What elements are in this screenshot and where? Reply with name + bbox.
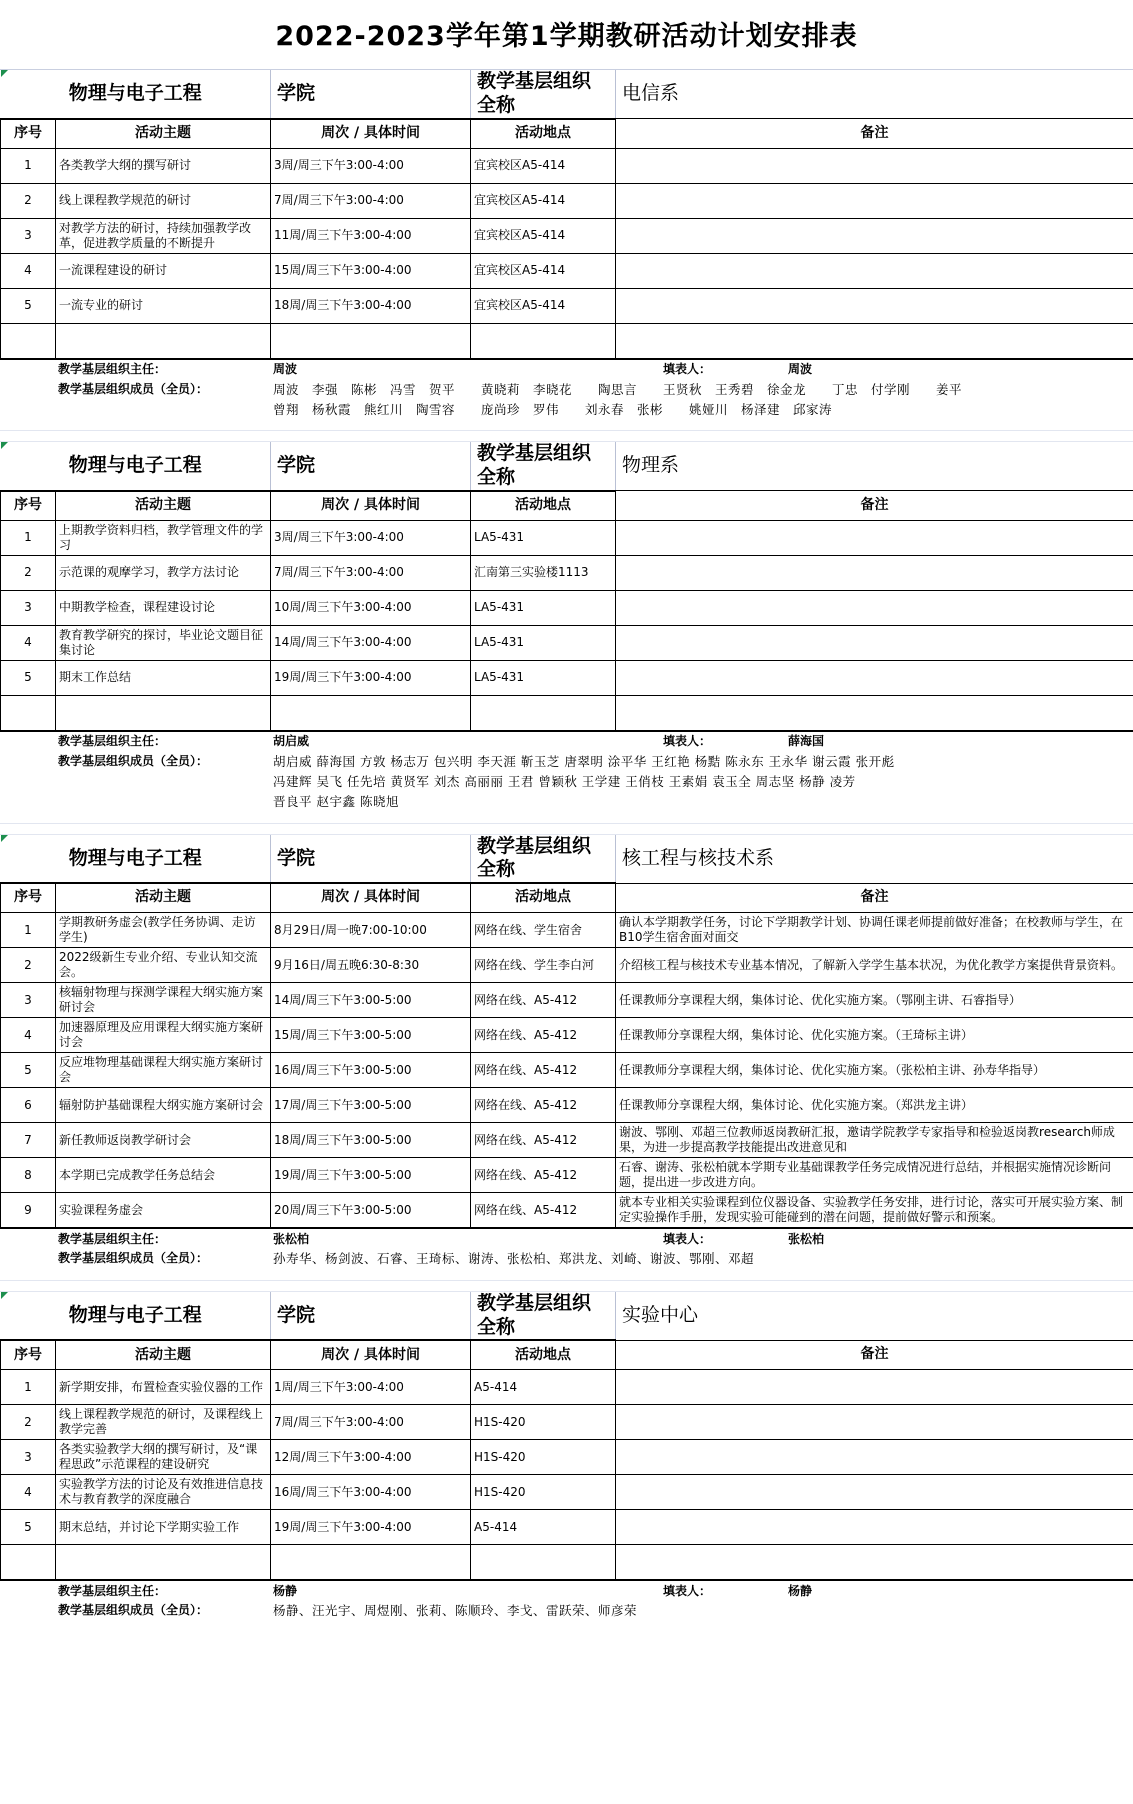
table-row[interactable] bbox=[1, 1018, 1133, 1053]
members-row bbox=[0, 1601, 1133, 1621]
row-topic-cell[interactable]: 教育教学研究的探讨，毕业论文题目征集讨论 bbox=[56, 625, 271, 660]
spacer-cell bbox=[0, 1269, 1133, 1280]
table-row[interactable] bbox=[1, 1405, 1133, 1440]
members-names-value[interactable]: 晋良平 赵宇鑫 陈晓旭 bbox=[270, 792, 1133, 812]
filler-name-value[interactable]: 薛海国 bbox=[785, 731, 1133, 752]
row-no-cell[interactable]: 5 bbox=[1, 1053, 56, 1088]
column-header-row bbox=[1, 119, 1133, 149]
director-label: 教学基层组织主任： bbox=[55, 359, 270, 380]
row-place-cell[interactable]: 汇南第三实验楼1113 bbox=[471, 555, 616, 590]
sig-spacer-mid bbox=[615, 1229, 660, 1250]
row-place-cell[interactable]: 网络在线、A5-412 bbox=[471, 1193, 616, 1228]
row-time-cell[interactable]: 7周/周三下午3:00-4:00 bbox=[271, 555, 471, 590]
row-place-cell[interactable]: 网络在线、A5-412 bbox=[471, 1053, 616, 1088]
col-header-note: 备注 bbox=[616, 1340, 1133, 1370]
section-footer-table bbox=[0, 359, 1133, 420]
members-row bbox=[0, 400, 1133, 420]
sections-container bbox=[0, 70, 1133, 1621]
members-names-value[interactable]: 胡启威 薛海国 方敦 杨志万 包兴明 李天涯 靳玉芝 唐翠明 涂平华 王红艳 杨黠 陈永东 王永华 谢云霞 张开彪 bbox=[270, 752, 1133, 772]
row-no-cell[interactable] bbox=[1, 695, 56, 730]
row-time-cell[interactable]: 8月29日/周一晚7:00-10:00 bbox=[271, 913, 471, 948]
row-topic-cell[interactable]: 一流专业的研讨 bbox=[56, 288, 271, 323]
row-topic-cell[interactable]: 期末总结，并讨论下学期实验工作 bbox=[56, 1510, 271, 1545]
row-note-cell[interactable] bbox=[616, 218, 1133, 253]
row-place-cell[interactable] bbox=[471, 1545, 616, 1580]
members-label: 教学基层组织成员（全员）： bbox=[55, 752, 270, 772]
members-spacer-left bbox=[0, 772, 55, 792]
row-topic-cell[interactable]: 一流课程建设的研讨 bbox=[56, 253, 271, 288]
table-row[interactable] bbox=[1, 555, 1133, 590]
col-header-place: 活动地点 bbox=[471, 1340, 616, 1370]
director-name-value[interactable]: 胡启威 bbox=[270, 731, 615, 752]
row-no-cell[interactable]: 4 bbox=[1, 1475, 56, 1510]
col-header-topic: 活动主题 bbox=[56, 491, 271, 521]
filler-label: 填表人： bbox=[660, 359, 785, 380]
members-row bbox=[0, 792, 1133, 812]
row-no-cell[interactable]: 2 bbox=[1, 948, 56, 983]
col-header-place: 活动地点 bbox=[471, 119, 616, 149]
members-spacer-left bbox=[0, 380, 55, 400]
members-spacer-left bbox=[0, 1249, 55, 1269]
row-note-cell[interactable] bbox=[616, 1370, 1133, 1405]
row-no-cell[interactable]: 3 bbox=[1, 1440, 56, 1475]
table-row[interactable] bbox=[1, 1123, 1133, 1158]
row-topic-cell[interactable]: 线上课程教学规范的研讨，及课程线上教学完善 bbox=[56, 1405, 271, 1440]
col-header-note: 备注 bbox=[616, 883, 1133, 913]
college-word-label: 学院 bbox=[271, 442, 471, 491]
spacer-cell bbox=[0, 431, 1133, 442]
row-time-cell[interactable]: 9月16日/周五晚6:30-8:30 bbox=[271, 948, 471, 983]
col-header-time: 周次 / 具体时间 bbox=[271, 883, 471, 913]
row-no-cell[interactable]: 5 bbox=[1, 288, 56, 323]
members-spacer-left bbox=[0, 752, 55, 772]
column-header-row bbox=[1, 883, 1133, 913]
col-header-no: 序号 bbox=[1, 491, 56, 521]
org-name-value[interactable]: 物理系 bbox=[616, 442, 1133, 491]
row-note-cell[interactable] bbox=[616, 555, 1133, 590]
org-fullname-label: 教学基层组织全称 bbox=[471, 835, 616, 884]
row-time-cell[interactable]: 18周/周三下午3:00-4:00 bbox=[271, 288, 471, 323]
row-note-cell[interactable]: 任课教师分享课程大纲，集体讨论、优化实施方案。（张松柏主讲、孙寿华指导） bbox=[616, 1053, 1133, 1088]
table-row[interactable] bbox=[1, 590, 1133, 625]
row-no-cell[interactable] bbox=[1, 1545, 56, 1580]
table-row[interactable] bbox=[1, 1370, 1133, 1405]
section-table bbox=[0, 442, 1133, 731]
director-name-value[interactable]: 周波 bbox=[270, 359, 615, 380]
signature-row bbox=[0, 359, 1133, 380]
org-fullname-label: 教学基层组织全称 bbox=[471, 1292, 616, 1341]
row-topic-cell[interactable]: 学期教研务虚会(教学任务协调、走访学生) bbox=[56, 913, 271, 948]
sig-spacer-left bbox=[0, 1581, 55, 1602]
col-header-place: 活动地点 bbox=[471, 883, 616, 913]
row-topic-cell[interactable]: 实验教学方法的讨论及有效推进信息技术与教育教学的深度融合 bbox=[56, 1475, 271, 1510]
members-spacer-left bbox=[0, 792, 55, 812]
members-names-value[interactable]: 曾翔 杨秋霞 熊红川 陶雪容 庞尚珍 罗伟 刘永春 张彬 姚娅川 杨泽建 邱家涛 bbox=[270, 400, 1133, 420]
row-note-cell[interactable]: 任课教师分享课程大纲，集体讨论、优化实施方案。（鄂刚主讲、石睿指导） bbox=[616, 983, 1133, 1018]
row-note-cell[interactable] bbox=[616, 1545, 1133, 1580]
row-note-cell[interactable] bbox=[616, 1440, 1133, 1475]
members-names-value[interactable]: 周波 李强 陈彬 冯雪 贺平 黄晓莉 李晓花 陶思言 王贤秋 王秀碧 徐金龙 丁忠 付学刚 姜平 bbox=[270, 380, 1133, 400]
org-fullname-label: 教学基层组织全称 bbox=[471, 70, 616, 119]
table-row[interactable] bbox=[1, 1545, 1133, 1580]
members-names-value[interactable]: 杨静、汪光宇、周煜刚、张莉、陈顺玲、李戈、雷跃荣、师彦荣 bbox=[270, 1601, 1133, 1621]
filler-name-value[interactable]: 杨静 bbox=[785, 1581, 1133, 1602]
sig-spacer-left bbox=[0, 1229, 55, 1250]
row-topic-cell[interactable]: 新学期安排，布置检查实验仪器的工作 bbox=[56, 1370, 271, 1405]
section-footer-table bbox=[0, 731, 1133, 812]
section-footer-table bbox=[0, 1228, 1133, 1269]
table-row[interactable] bbox=[1, 1475, 1133, 1510]
row-time-cell[interactable]: 15周/周三下午3:00-4:00 bbox=[271, 253, 471, 288]
row-note-cell[interactable] bbox=[616, 1510, 1133, 1545]
sig-spacer-left bbox=[0, 359, 55, 380]
section-table bbox=[0, 70, 1133, 359]
row-place-cell[interactable]: A5-414 bbox=[471, 1370, 616, 1405]
sig-spacer-mid bbox=[615, 1581, 660, 1602]
section-footer-table bbox=[0, 1580, 1133, 1621]
row-time-cell[interactable]: 10周/周三下午3:00-4:00 bbox=[271, 590, 471, 625]
row-topic-cell[interactable] bbox=[56, 323, 271, 358]
row-note-cell[interactable] bbox=[616, 1475, 1133, 1510]
row-no-cell[interactable]: 3 bbox=[1, 983, 56, 1018]
org-name-value[interactable]: 电信系 bbox=[616, 70, 1133, 119]
page-title: 2022-2023学年第1学期教研活动计划安排表 bbox=[0, 0, 1133, 70]
row-topic-cell[interactable]: 线上课程教学规范的研讨 bbox=[56, 183, 271, 218]
row-place-cell[interactable]: 网络在线、A5-412 bbox=[471, 1123, 616, 1158]
row-time-cell[interactable]: 7周/周三下午3:00-4:00 bbox=[271, 183, 471, 218]
row-no-cell[interactable]: 9 bbox=[1, 1193, 56, 1228]
members-label: 教学基层组织成员（全员）： bbox=[55, 380, 270, 400]
row-place-cell[interactable]: LA5-431 bbox=[471, 660, 616, 695]
row-note-cell[interactable]: 任课教师分享课程大纲，集体讨论、优化实施方案。（王琦标主讲） bbox=[616, 1018, 1133, 1053]
section-spacer bbox=[0, 1269, 1133, 1292]
table-row[interactable] bbox=[1, 948, 1133, 983]
spacer-cell bbox=[0, 823, 1133, 834]
row-time-cell[interactable]: 1周/周三下午3:00-4:00 bbox=[271, 1370, 471, 1405]
row-topic-cell[interactable]: 2022级新生专业介绍、专业认知交流会。 bbox=[56, 948, 271, 983]
sig-spacer-left bbox=[0, 731, 55, 752]
sig-spacer-mid bbox=[615, 359, 660, 380]
row-place-cell[interactable]: H1S-420 bbox=[471, 1440, 616, 1475]
row-place-cell[interactable]: 宜宾校区A5-414 bbox=[471, 253, 616, 288]
row-time-cell[interactable]: 19周/周三下午3:00-4:00 bbox=[271, 1510, 471, 1545]
row-topic-cell[interactable]: 反应堆物理基础课程大纲实施方案研讨会 bbox=[56, 1053, 271, 1088]
row-no-cell[interactable]: 4 bbox=[1, 1018, 56, 1053]
row-topic-cell[interactable]: 期末工作总结 bbox=[56, 660, 271, 695]
row-no-cell[interactable]: 5 bbox=[1, 660, 56, 695]
row-topic-cell[interactable]: 上期教学资料归档，教学管理文件的学习 bbox=[56, 520, 271, 555]
row-topic-cell[interactable]: 辐射防护基础课程大纲实施方案研讨会 bbox=[56, 1088, 271, 1123]
row-place-cell[interactable]: 网络在线、A5-412 bbox=[471, 1158, 616, 1193]
table-row[interactable] bbox=[1, 288, 1133, 323]
table-row[interactable] bbox=[1, 148, 1133, 183]
table-row[interactable] bbox=[1, 625, 1133, 660]
table-row[interactable] bbox=[1, 1193, 1133, 1228]
spacer-cell bbox=[0, 812, 1133, 823]
col-header-no: 序号 bbox=[1, 119, 56, 149]
spacer-cell bbox=[0, 420, 1133, 431]
col-header-time: 周次 / 具体时间 bbox=[271, 119, 471, 149]
row-time-cell[interactable]: 3周/周三下午3:00-4:00 bbox=[271, 148, 471, 183]
row-time-cell[interactable] bbox=[271, 323, 471, 358]
filler-label: 填表人： bbox=[660, 1229, 785, 1250]
col-header-topic: 活动主题 bbox=[56, 1340, 271, 1370]
college-name-cell[interactable]: 物理与电子工程 bbox=[1, 1292, 271, 1341]
director-name-value[interactable]: 张松柏 bbox=[270, 1229, 615, 1250]
college-word-label: 学院 bbox=[271, 70, 471, 119]
row-topic-cell[interactable]: 新任教师返岗教学研讨会 bbox=[56, 1123, 271, 1158]
row-topic-cell[interactable]: 实验课程务虚会 bbox=[56, 1193, 271, 1228]
table-row[interactable] bbox=[1, 1510, 1133, 1545]
row-no-cell[interactable] bbox=[1, 323, 56, 358]
col-header-note: 备注 bbox=[616, 119, 1133, 149]
members-label bbox=[55, 792, 270, 812]
row-no-cell[interactable]: 2 bbox=[1, 1405, 56, 1440]
section-spacer bbox=[0, 420, 1133, 443]
org-header-row bbox=[1, 70, 1133, 119]
filler-name-value[interactable]: 张松柏 bbox=[785, 1229, 1133, 1250]
table-row[interactable] bbox=[1, 983, 1133, 1018]
org-name-value[interactable]: 核工程与核技术系 bbox=[616, 835, 1133, 884]
members-names-value[interactable]: 冯建辉 吴飞 任先培 黄贤军 刘杰 高丽丽 王君 曾颖秋 王学建 王俏枝 王素娟 袁玉全 周志坚 杨静 凌芳 bbox=[270, 772, 1133, 792]
table-row[interactable] bbox=[1, 660, 1133, 695]
row-note-cell[interactable]: 谢波、鄂刚、邓超三位教师返岗教研汇报，邀请学院教学专家指导和检验返岗教research师成果，为进一步提高教学技能提出改进意见和 bbox=[616, 1123, 1133, 1158]
row-place-cell[interactable]: 宜宾校区A5-414 bbox=[471, 183, 616, 218]
members-spacer-left bbox=[0, 1601, 55, 1621]
sig-spacer-mid bbox=[615, 731, 660, 752]
col-header-topic: 活动主题 bbox=[56, 119, 271, 149]
row-place-cell[interactable]: H1S-420 bbox=[471, 1405, 616, 1440]
row-topic-cell[interactable] bbox=[56, 1545, 271, 1580]
filler-label: 填表人： bbox=[660, 1581, 785, 1602]
director-label: 教学基层组织主任： bbox=[55, 731, 270, 752]
org-name-value[interactable]: 实验中心 bbox=[616, 1292, 1133, 1341]
members-label: 教学基层组织成员（全员）： bbox=[55, 1249, 270, 1269]
filler-name-value[interactable]: 周波 bbox=[785, 359, 1133, 380]
table-row[interactable] bbox=[1, 1053, 1133, 1088]
row-no-cell[interactable]: 2 bbox=[1, 183, 56, 218]
row-note-cell[interactable] bbox=[616, 625, 1133, 660]
row-time-cell[interactable]: 17周/周三下午3:00-5:00 bbox=[271, 1088, 471, 1123]
row-note-cell[interactable]: 介绍核工程与核技术专业基本情况，了解新入学学生基本状况，为优化教学方案提供背景资料。 bbox=[616, 948, 1133, 983]
row-topic-cell[interactable]: 加速器原理及应用课程大纲实施方案研讨会 bbox=[56, 1018, 271, 1053]
row-note-cell[interactable] bbox=[616, 183, 1133, 218]
members-label: 教学基层组织成员（全员）： bbox=[55, 1601, 270, 1621]
row-topic-cell[interactable]: 各类实验教学大纲的撰写研讨，及“课程思政”示范课程的建设研究 bbox=[56, 1440, 271, 1475]
row-topic-cell[interactable]: 对教学方法的研讨，持续加强教学改革，促进教学质量的不断提升 bbox=[56, 218, 271, 253]
row-time-cell[interactable]: 7周/周三下午3:00-4:00 bbox=[271, 1405, 471, 1440]
table-row[interactable] bbox=[1, 695, 1133, 730]
row-topic-cell[interactable]: 中期教学检查，课程建设讨论 bbox=[56, 590, 271, 625]
college-word-label: 学院 bbox=[271, 1292, 471, 1341]
col-header-note: 备注 bbox=[616, 491, 1133, 521]
table-row[interactable] bbox=[1, 1158, 1133, 1193]
row-no-cell[interactable]: 3 bbox=[1, 218, 56, 253]
row-no-cell[interactable]: 6 bbox=[1, 1088, 56, 1123]
col-header-time: 周次 / 具体时间 bbox=[271, 491, 471, 521]
college-name-cell[interactable]: 物理与电子工程 bbox=[1, 442, 271, 491]
director-label: 教学基层组织主任： bbox=[55, 1229, 270, 1250]
section-spacer bbox=[0, 812, 1133, 835]
row-place-cell[interactable]: 宜宾校区A5-414 bbox=[471, 288, 616, 323]
row-note-cell[interactable] bbox=[616, 660, 1133, 695]
row-topic-cell[interactable]: 各类教学大纲的撰写研讨 bbox=[56, 148, 271, 183]
members-names-value[interactable]: 孙寿华、杨剑波、石睿、王琦标、谢涛、张松柏、郑洪龙、刘崎、谢波、鄂刚、邓超 bbox=[270, 1249, 1133, 1269]
col-header-no: 序号 bbox=[1, 1340, 56, 1370]
row-place-cell[interactable]: 网络在线、A5-412 bbox=[471, 1018, 616, 1053]
row-note-cell[interactable]: 任课教师分享课程大纲，集体讨论、优化实施方案。（郑洪龙主讲） bbox=[616, 1088, 1133, 1123]
org-header-row bbox=[1, 835, 1133, 884]
table-row[interactable] bbox=[1, 218, 1133, 253]
table-row[interactable] bbox=[1, 913, 1133, 948]
row-place-cell[interactable]: 网络在线、A5-412 bbox=[471, 983, 616, 1018]
row-place-cell[interactable]: 网络在线、学生宿舍 bbox=[471, 913, 616, 948]
director-name-value[interactable]: 杨静 bbox=[270, 1581, 615, 1602]
row-place-cell[interactable]: A5-414 bbox=[471, 1510, 616, 1545]
signature-row bbox=[0, 1229, 1133, 1250]
members-row bbox=[0, 752, 1133, 772]
row-no-cell[interactable]: 1 bbox=[1, 913, 56, 948]
members-row bbox=[0, 772, 1133, 792]
members-spacer-left bbox=[0, 400, 55, 420]
row-place-cell[interactable]: 网络在线、A5-412 bbox=[471, 1088, 616, 1123]
row-no-cell[interactable]: 1 bbox=[1, 1370, 56, 1405]
row-note-cell[interactable] bbox=[616, 695, 1133, 730]
row-no-cell[interactable]: 1 bbox=[1, 148, 56, 183]
row-no-cell[interactable]: 7 bbox=[1, 1123, 56, 1158]
row-place-cell[interactable]: H1S-420 bbox=[471, 1475, 616, 1510]
row-topic-cell[interactable]: 本学期已完成教学任务总结会 bbox=[56, 1158, 271, 1193]
table-row[interactable] bbox=[1, 1088, 1133, 1123]
row-note-cell[interactable] bbox=[616, 520, 1133, 555]
row-time-cell[interactable]: 11周/周三下午3:00-4:00 bbox=[271, 218, 471, 253]
director-label: 教学基层组织主任： bbox=[55, 1581, 270, 1602]
table-row[interactable] bbox=[1, 253, 1133, 288]
row-no-cell[interactable]: 4 bbox=[1, 625, 56, 660]
college-word-label: 学院 bbox=[271, 835, 471, 884]
col-header-topic: 活动主题 bbox=[56, 883, 271, 913]
row-note-cell[interactable]: 就本专业相关实验课程到位仪器设备、实验教学任务安排，进行讨论，落实可开展实验方案、制定实验操作手册，发现实验可能碰到的潜在问题，提前做好警示和预案。 bbox=[616, 1193, 1133, 1228]
row-time-cell[interactable]: 12周/周三下午3:00-4:00 bbox=[271, 1440, 471, 1475]
row-note-cell[interactable] bbox=[616, 323, 1133, 358]
table-row[interactable] bbox=[1, 183, 1133, 218]
row-time-cell[interactable] bbox=[271, 1545, 471, 1580]
row-note-cell[interactable]: 确认本学期教学任务，讨论下学期教学计划、协调任课老师提前做好准备；在校教师与学生，在B10学生宿舍面对面交 bbox=[616, 913, 1133, 948]
row-topic-cell[interactable] bbox=[56, 695, 271, 730]
col-header-time: 周次 / 具体时间 bbox=[271, 1340, 471, 1370]
row-place-cell[interactable] bbox=[471, 695, 616, 730]
row-place-cell[interactable]: 网络在线、学生李白河 bbox=[471, 948, 616, 983]
spacer-cell bbox=[0, 1280, 1133, 1291]
row-no-cell[interactable]: 4 bbox=[1, 253, 56, 288]
row-place-cell[interactable]: LA5-431 bbox=[471, 625, 616, 660]
section-table bbox=[0, 1292, 1133, 1581]
row-note-cell[interactable] bbox=[616, 148, 1133, 183]
row-note-cell[interactable]: 石睿、谢涛、张松柏就本学期专业基础课教学任务完成情况进行总结，并根据实施情况诊断问题，提出进一步改进方向。 bbox=[616, 1158, 1133, 1193]
row-no-cell[interactable]: 2 bbox=[1, 555, 56, 590]
row-time-cell[interactable]: 18周/周三下午3:00-5:00 bbox=[271, 1123, 471, 1158]
row-place-cell[interactable]: 宜宾校区A5-414 bbox=[471, 218, 616, 253]
row-place-cell[interactable]: LA5-431 bbox=[471, 590, 616, 625]
members-row bbox=[0, 1249, 1133, 1269]
org-header-row bbox=[1, 1292, 1133, 1341]
row-no-cell[interactable]: 8 bbox=[1, 1158, 56, 1193]
college-name-cell[interactable]: 物理与电子工程 bbox=[1, 70, 271, 119]
row-place-cell[interactable]: LA5-431 bbox=[471, 520, 616, 555]
signature-row bbox=[0, 731, 1133, 752]
members-row bbox=[0, 380, 1133, 400]
col-header-no: 序号 bbox=[1, 883, 56, 913]
row-time-cell[interactable]: 14周/周三下午3:00-5:00 bbox=[271, 983, 471, 1018]
row-time-cell[interactable]: 16周/周三下午3:00-4:00 bbox=[271, 1475, 471, 1510]
row-no-cell[interactable]: 1 bbox=[1, 520, 56, 555]
row-note-cell[interactable] bbox=[616, 590, 1133, 625]
row-no-cell[interactable]: 3 bbox=[1, 590, 56, 625]
table-row[interactable] bbox=[1, 323, 1133, 358]
members-label bbox=[55, 772, 270, 792]
column-header-row bbox=[1, 491, 1133, 521]
members-label bbox=[55, 400, 270, 420]
row-note-cell[interactable] bbox=[616, 288, 1133, 323]
row-time-cell[interactable]: 16周/周三下午3:00-5:00 bbox=[271, 1053, 471, 1088]
org-fullname-label: 教学基层组织全称 bbox=[471, 442, 616, 491]
college-name-cell[interactable]: 物理与电子工程 bbox=[1, 835, 271, 884]
col-header-place: 活动地点 bbox=[471, 491, 616, 521]
row-no-cell[interactable]: 5 bbox=[1, 1510, 56, 1545]
row-topic-cell[interactable]: 示范课的观摩学习，教学方法讨论 bbox=[56, 555, 271, 590]
row-time-cell[interactable] bbox=[271, 695, 471, 730]
filler-label: 填表人： bbox=[660, 731, 785, 752]
row-time-cell[interactable]: 3周/周三下午3:00-4:00 bbox=[271, 520, 471, 555]
org-header-row bbox=[1, 442, 1133, 491]
row-note-cell[interactable] bbox=[616, 1405, 1133, 1440]
column-header-row bbox=[1, 1340, 1133, 1370]
row-place-cell[interactable] bbox=[471, 323, 616, 358]
row-time-cell[interactable]: 15周/周三下午3:00-5:00 bbox=[271, 1018, 471, 1053]
row-time-cell[interactable]: 19周/周三下午3:00-4:00 bbox=[271, 660, 471, 695]
row-topic-cell[interactable]: 核辐射物理与探测学课程大纲实施方案研讨会 bbox=[56, 983, 271, 1018]
row-note-cell[interactable] bbox=[616, 253, 1133, 288]
table-row[interactable] bbox=[1, 520, 1133, 555]
row-time-cell[interactable]: 20周/周三下午3:00-5:00 bbox=[271, 1193, 471, 1228]
section-table bbox=[0, 835, 1133, 1229]
row-place-cell[interactable]: 宜宾校区A5-414 bbox=[471, 148, 616, 183]
signature-row bbox=[0, 1581, 1133, 1602]
row-time-cell[interactable]: 19周/周三下午3:00-5:00 bbox=[271, 1158, 471, 1193]
table-row[interactable] bbox=[1, 1440, 1133, 1475]
row-time-cell[interactable]: 14周/周三下午3:00-4:00 bbox=[271, 625, 471, 660]
